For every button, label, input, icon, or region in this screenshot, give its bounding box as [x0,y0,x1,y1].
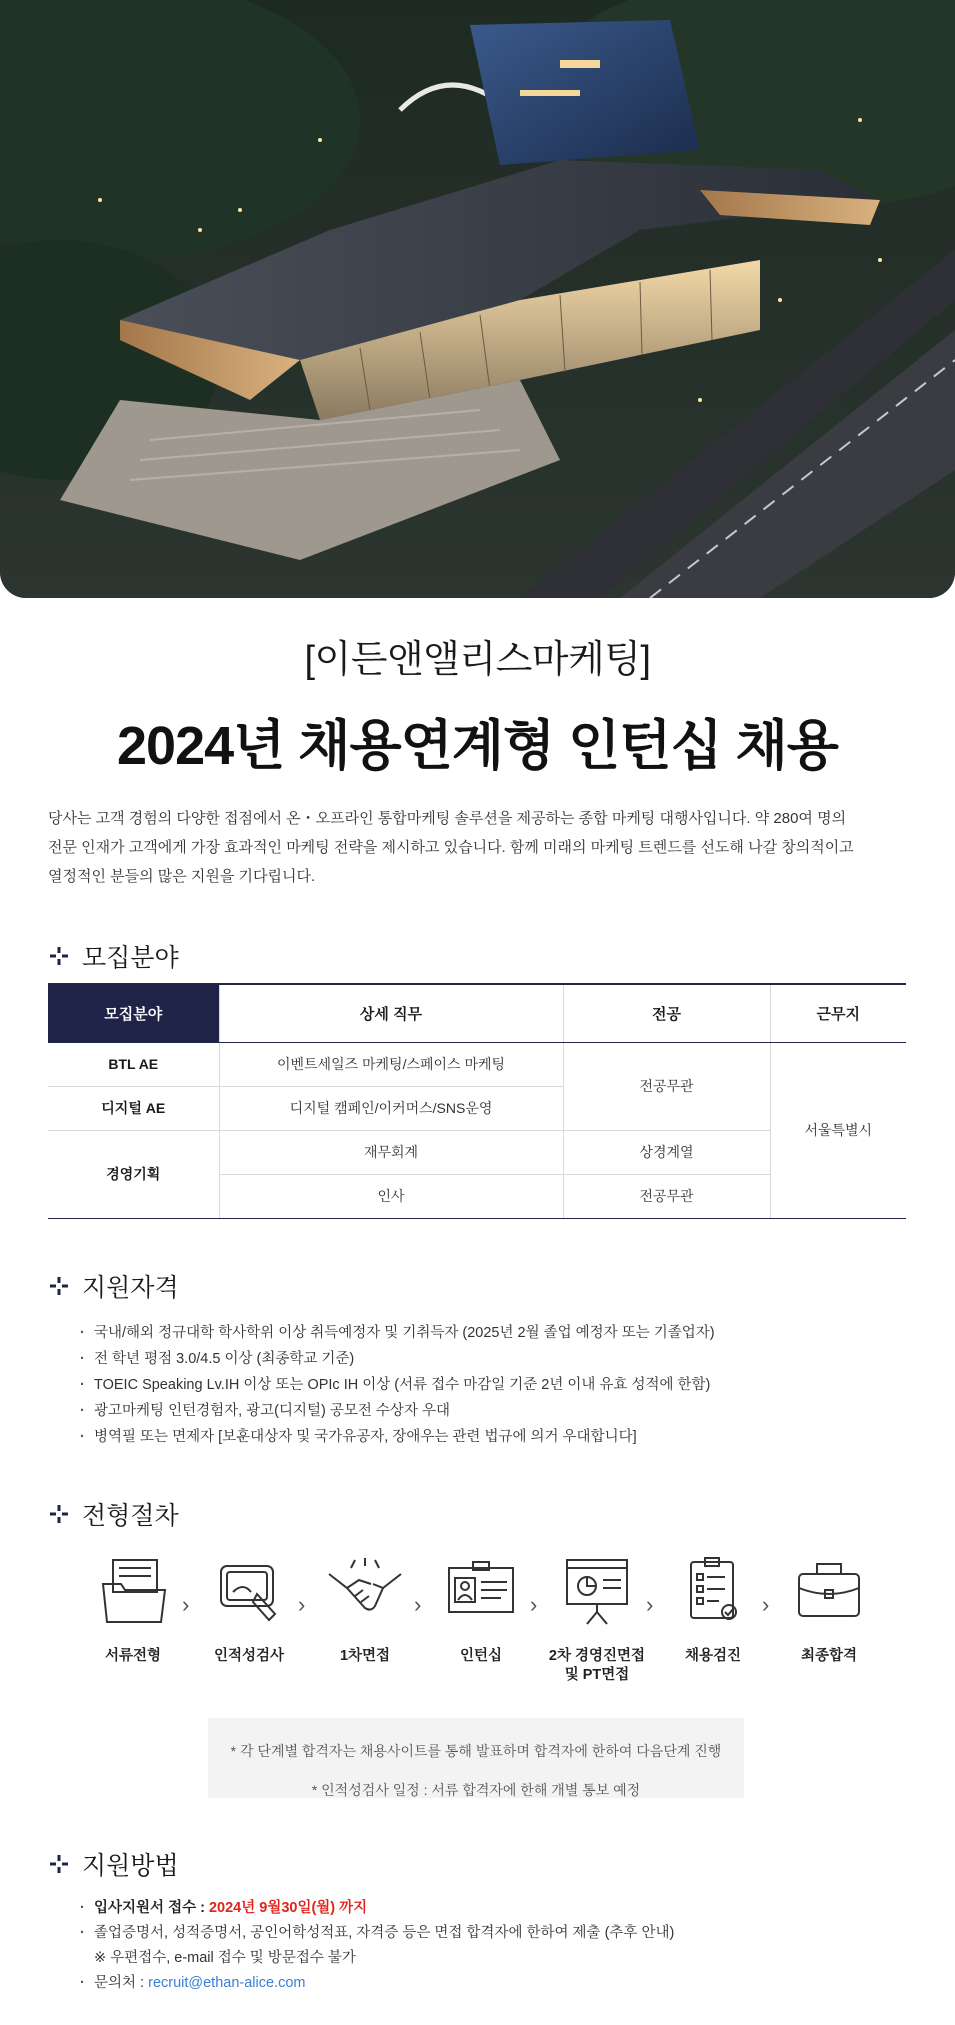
pen-test-icon [209,1554,289,1628]
intro-line: 당사는 고객 경험의 다양한 접점에서 온・오프라인 통합마케팅 솔루션을 제공하는 종합 마케팅 대행사입니다. 약 280여 명의 [48,810,847,827]
qualification-list [80,1320,715,1450]
table-header: 근무지 [770,984,906,1042]
table-header: 모집분야 [48,984,219,1042]
chevron-right-icon: › [298,1592,306,1617]
step-label: 최종합격 [800,1648,858,1664]
step-health-check [658,1554,768,1666]
location-cell: 서울특별시 [770,1042,906,1218]
company-name: [이든앤앨리스마케팅] [304,639,651,681]
step-document [78,1554,188,1666]
field-cell: 디지털 AE [48,1086,219,1130]
list-item: · 국내/해외 정규대학 학사학위 이상 취득예정자 및 기취득자 (2025년 2월 졸업 예정자 또는 기졸업자) [80,1320,715,1346]
contact-label: 문의처 : [94,1975,149,1991]
briefcase-icon [789,1554,869,1628]
section-title-text: 모집분야 [82,944,179,972]
hero-image [0,0,955,598]
table-header: 상세 직무 [219,984,563,1042]
major-cell: 전공무관 [563,1042,770,1130]
heading-block [0,628,955,780]
contact-email-link[interactable]: recruit@ethan-alice.com [148,1975,306,1991]
duty-cell: 재무회계 [219,1130,563,1174]
list-item: · 광고마케팅 인턴경험자, 광고(디지털) 공모전 수상자 우대 [80,1398,715,1424]
section-title-qualify [48,1268,179,1304]
major-cell: 전공무관 [563,1174,770,1218]
apply-method-list [80,1896,674,1996]
apply-deadline: 2024년 9월30일(월) 까지 [208,1900,368,1916]
step-label: 1차면접 [339,1648,391,1664]
notice-line: * 각 단계별 합격자는 채용사이트를 통해 발표하며 합격자에 한하여 다음단계 진행 [230,1743,722,1759]
list-item [80,1896,674,1921]
duty-cell: 인사 [219,1174,563,1218]
field-cell: BTL AE [48,1042,219,1086]
folder-icon [93,1554,173,1628]
step-final [774,1554,884,1666]
list-item: · TOEIC Speaking Lv.IH 이상 또는 OPIc IH 이상 (서류 접수 마감일 기준 2년 이내 유효 성적에 한함) [80,1372,715,1398]
presentation-icon [557,1554,637,1628]
list-item [80,1971,674,1996]
step-interview-1 [310,1554,420,1666]
notice-line: * 인적성검사 일정 : 서류 합격자에 한해 개별 통보 예정 [311,1782,641,1798]
section-title-process [48,1496,179,1532]
chevron-right-icon: › [182,1592,190,1617]
sparkle-icon [48,945,70,967]
intro-line: 열정적인 분들의 많은 지원을 기다립니다. [48,868,316,885]
step-aptitude [194,1554,304,1666]
list-item-note: ※ 우편접수, e-mail 접수 및 방문접수 불가 [94,1950,356,1966]
major-cell: 상경계열 [563,1130,770,1174]
duty-cell: 이벤트세일즈 마케팅/스페이스 마케팅 [219,1042,563,1086]
step-label: 인턴십 [459,1648,503,1664]
process-steps [78,1554,878,1683]
process-notice [208,1718,744,1798]
intro-line: 전문 인재가 고객에게 가장 효과적인 마케팅 전략을 제시하고 있습니다. 함께 미래의 마케팅 트렌드를 선도해 나갈 창의적이고 [48,839,854,856]
list-item: · 전 학년 평점 3.0/4.5 이상 (최종학교 기준) [80,1346,715,1372]
building-illustration [0,0,955,598]
recruit-table [48,983,906,1219]
step-interview-2 [542,1554,652,1685]
chevron-right-icon: › [530,1592,538,1617]
checklist-icon [673,1554,753,1628]
section-title-text: 전형절차 [82,1502,179,1530]
step-label: 인적성검사 [213,1648,285,1664]
handshake-icon [325,1554,405,1628]
step-label: 서류전형 [104,1648,162,1664]
section-title-text: 지원방법 [82,1852,179,1880]
step-label [542,1647,652,1685]
id-card-icon [441,1554,521,1628]
step-label-line: 및 PT면접 [564,1667,630,1683]
table-header: 전공 [563,984,770,1042]
sparkle-icon [48,1503,70,1525]
field-cell: 경영기획 [48,1130,219,1218]
sparkle-icon [48,1275,70,1297]
intro-text [48,804,908,891]
section-title-recruit [48,938,179,974]
page-title: 2024년 채용연계형 인턴십 채용 [117,716,838,776]
section-title-apply [48,1846,179,1882]
chevron-right-icon: › [762,1592,770,1617]
apply-label: 입사지원서 접수 : [94,1900,209,1916]
chevron-right-icon: › [646,1592,654,1617]
list-item: · 졸업증명서, 성적증명서, 공인어학성적표, 자격증 등은 면접 합격자에 한하여 제출 (추후 안내) [80,1921,674,1946]
table-row [48,1042,906,1086]
duty-cell: 디지털 캠페인/이커머스/SNS운영 [219,1086,563,1130]
list-item: · 병역필 또는 면제자 [보훈대상자 및 국가유공자, 장애우는 관련 법규에 의거 우대합니다] [80,1424,715,1450]
step-label-line: 2차 경영진면접 [548,1648,646,1664]
step-internship [426,1554,536,1666]
step-label: 채용검진 [684,1648,742,1664]
section-title-text: 지원자격 [82,1274,179,1302]
table-header-row [48,984,906,1042]
chevron-right-icon: › [414,1592,422,1617]
sparkle-icon [48,1853,70,1875]
